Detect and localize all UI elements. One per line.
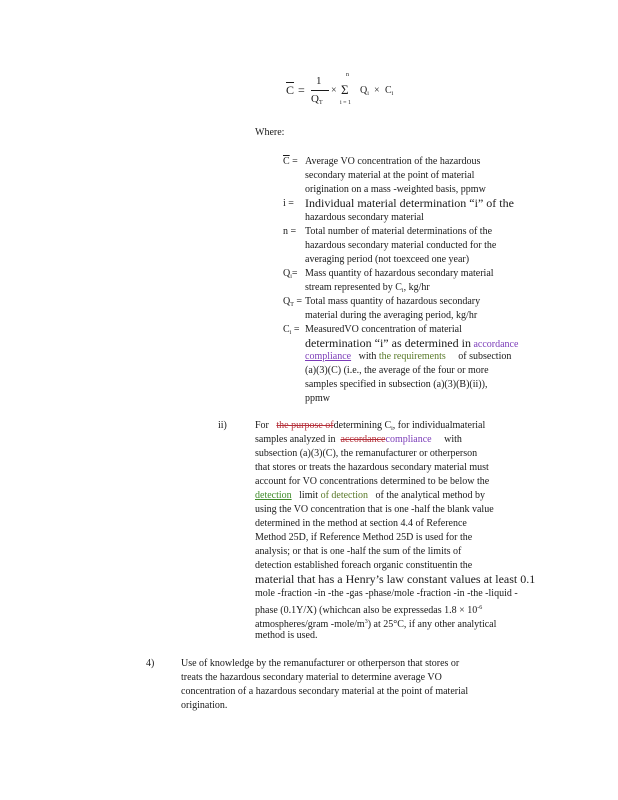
item-ii-line: mole -fraction -in -the -gas -phase/mole -fraction -in -the -liquid - [255, 588, 518, 599]
formula-times1: × [331, 85, 337, 96]
item-ii-line: using the VO concentration that is one -half the blank value [255, 504, 494, 515]
item-ii-line: subsection (a)(3)(C), the remanufacturer or otherperson [255, 448, 478, 459]
def-qt-symbol: $Q_T$ = [283, 296, 303, 308]
formula-times2: × [374, 85, 380, 96]
item-ii-line: detection limit of detection of the analytical method by [255, 490, 485, 501]
def-cbar-symbol: $\overline{C}$ = [283, 156, 298, 167]
formula-qi: $Q_i$ [360, 85, 369, 97]
def-n-symbol: n = [283, 226, 297, 237]
def-ci-symbol: $C_i$ = [283, 324, 300, 336]
def-ci-line: compliance with the requirements of subsection [305, 351, 512, 362]
def-i-symbol: i = [283, 198, 294, 209]
item-ii-line: that stores or treats the hazardous secondary material must [255, 462, 489, 473]
formula-equals: = [298, 83, 305, 97]
def-cbar-line: origination on a mass -weighted basis, ppmw [305, 184, 486, 195]
def-ci-line: MeasuredVO concentration of material [305, 324, 462, 335]
def-qi-symbol: $Q_i=$ [283, 268, 298, 280]
item-ii-line: analysis; or that is one -half the sum of the limits of [255, 546, 462, 557]
def-i-line: hazardous secondary material [305, 212, 424, 223]
item-4-line: origination. [181, 700, 228, 711]
item-ii-line: material that has a Henry’s law constant values at least 0.1 [255, 572, 536, 586]
def-n-line: hazardous secondary material conducted for the [305, 240, 497, 251]
formula-qt: $Q_T$ [311, 93, 323, 106]
item-ii-line: samples analyzed in accordancecompliance with [255, 434, 462, 445]
item-ii-line: phase (0.1Y/X) (whichcan also be expressedas $1.8 \times 10^{-6}$ [255, 605, 483, 616]
item-ii-line: Method 25D, if Reference Method 25D is used for the [255, 532, 473, 543]
formula-sum-upper: n [346, 72, 349, 78]
item-4-line: Use of knowledge by the remanufacturer or otherperson that stores or [181, 658, 460, 669]
def-qt-line: material during the averaging period, kg/hr [305, 310, 478, 321]
def-ci-line: ppmw [305, 393, 330, 404]
def-n-line: Total number of material determinations of the [305, 226, 493, 237]
item-ii-line: For the purpose ofdetermining $C_i$, for individualmaterial [255, 420, 486, 432]
formula-numerator: 1 [316, 75, 322, 87]
item-ii-label: ii) [218, 420, 227, 431]
def-qt-line: Total mass quantity of hazardous secondary [305, 296, 481, 307]
item-ii-line: detection established foreach organic constituentin the [255, 560, 473, 571]
formula-ci: $C_i$ [385, 85, 394, 97]
def-ci-line: samples specified in subsection (a)(3)(B)(ii)), [305, 379, 488, 390]
def-n-line: averaging period (not toexceed one year) [305, 254, 470, 265]
where-label: Where: [255, 127, 285, 138]
item-ii-line: determined in the method at section 4.4 of Reference [255, 518, 467, 529]
formula-cbar: $\overline{C}$ [286, 83, 295, 97]
item-4-line: concentration of a hazardous secondary material at the point of material [181, 686, 469, 697]
def-cbar-line: Average VO concentration of the hazardous [305, 156, 481, 167]
fraction-bar [311, 90, 329, 91]
item-4-line: treats the hazardous secondary material to determine average VO [181, 672, 442, 683]
formula-sigma: Σ [341, 82, 349, 97]
item-ii-line: account for VO concentrations determined to be below the [255, 476, 490, 487]
formula-sum-lower: i = 1 [340, 100, 352, 106]
def-ci-line: determination “i” as determined in accordance [305, 336, 519, 350]
def-i-line: Individual material determination “i” of the [305, 196, 514, 210]
def-cbar-line: secondary material at the point of material [305, 170, 475, 181]
def-ci-line: (a)(3)(C) (i.e., the average of the four or more [305, 365, 489, 376]
item-ii-line: method is used. [255, 630, 318, 641]
item-4-label: 4) [146, 658, 155, 669]
def-qi-line: Mass quantity of hazardous secondary material [305, 268, 494, 279]
def-qi-line: stream represented by $C_i$, kg/hr [305, 282, 430, 294]
item-ii-line: atmospheres/gram $-mole/m^3$) at 25°C, if any other analytical [255, 619, 497, 630]
